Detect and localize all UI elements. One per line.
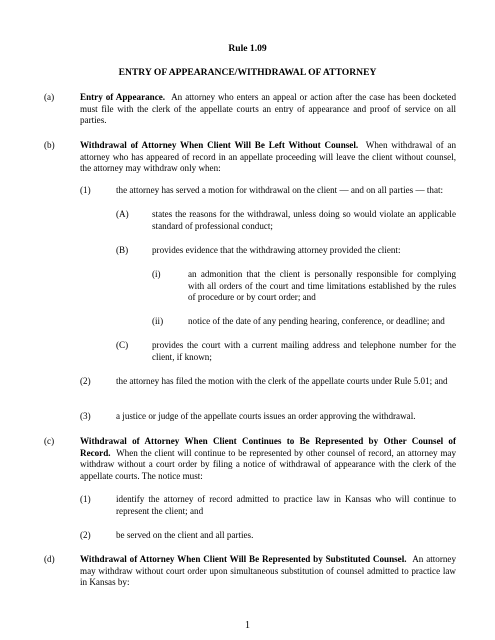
section-b-paragraph <box>80 140 456 175</box>
rule-title: ENTRY OF APPEARANCE/WITHDRAWAL OF ATTORNEY <box>118 67 377 78</box>
section-b1Bi-label: (i) <box>152 269 161 279</box>
section-b1B-text: provides evidence that the withdrawing attorney provided the client: <box>152 245 401 255</box>
section-b1A-label: (A) <box>116 209 129 219</box>
section-b1C-text: provides the court with a current mailing address and telephone number for the client, if known; <box>152 340 456 362</box>
rule-number: Rule 1.09 <box>228 43 267 54</box>
section-b1Bi-text: an admonition that the client is personally responsible for complying with all orders of the court and time limitations established by the rules of procedure or by court order; and <box>188 269 456 302</box>
section-a-heading: Entry of Appearance. <box>80 92 166 102</box>
section-c-label: (c) <box>44 436 55 446</box>
section-a-paragraph <box>80 92 456 127</box>
section-c-paragraph <box>80 436 456 482</box>
section-b1Bii-text: notice of the date of any pending hearing, conference, or deadline; and <box>188 316 445 326</box>
section-b2-label: (2) <box>80 376 91 386</box>
section-d-label: (d) <box>44 554 55 564</box>
section-c-text: When the client will continue to be represented by other counsel of record, an attorney may withdraw without a court order by filing a notice of withdrawal of appearance with the clerk of the appellate courts. The notice must: <box>80 447 457 481</box>
section-c-heading: Withdrawal of Attorney When Client Continues to Be Represented by Other Counsel of Record. <box>80 436 456 458</box>
section-b1C-label: (C) <box>116 340 129 350</box>
section-b-text: When withdrawal of an attorney who has appeared of record in an appellate proceeding will leave the client without counsel, the attorney may withdraw only when: <box>80 140 457 173</box>
section-b1A-text: states the reasons for the withdrawal, unless doing so would violate an applicable standard of professional conduct; <box>152 209 456 231</box>
section-c2-text: be served on the client and all parties. <box>116 530 254 540</box>
section-d-text: An attorney may withdraw without court order upon simultaneous substitution of counsel admitted to practice law in Kansas by: <box>80 554 456 587</box>
section-b3-label: (3) <box>80 411 91 421</box>
section-b3-text: a justice or judge of the appellate courts issues an order approving the withdrawal. <box>116 411 416 421</box>
page-number: 1 <box>245 620 250 631</box>
section-b1B-label: (B) <box>116 245 129 255</box>
section-c2-label: (2) <box>80 530 91 540</box>
section-c1-label: (1) <box>80 494 91 504</box>
section-d-heading: Withdrawal of Attorney When Client Will Be Represented by Substituted Counsel. <box>80 554 407 564</box>
section-b-label: (b) <box>44 140 55 150</box>
section-c1-text: identify the attorney of record admitted to practice law in Kansas who will continue to represent the client; and <box>116 494 456 516</box>
section-b1Bii-label: (ii) <box>152 316 164 326</box>
section-b2-text: the attorney has filed the motion with the clerk of the appellate courts under Rule 5.01; and <box>116 376 448 386</box>
section-b1-text: the attorney has served a motion for withdrawal on the client — and on all parties — that: <box>116 185 444 195</box>
section-d-paragraph <box>80 554 456 589</box>
section-b-heading: Withdrawal of Attorney When Client Will Be Left Without Counsel. <box>80 140 359 150</box>
section-b1-label: (1) <box>80 185 91 195</box>
section-a-text: An attorney who enters an appeal or action after the case has been docketed must file with the clerk of the appellate courts an entry of appearance and proof of service on all parties. <box>80 92 457 125</box>
section-a-label: (a) <box>44 92 55 102</box>
